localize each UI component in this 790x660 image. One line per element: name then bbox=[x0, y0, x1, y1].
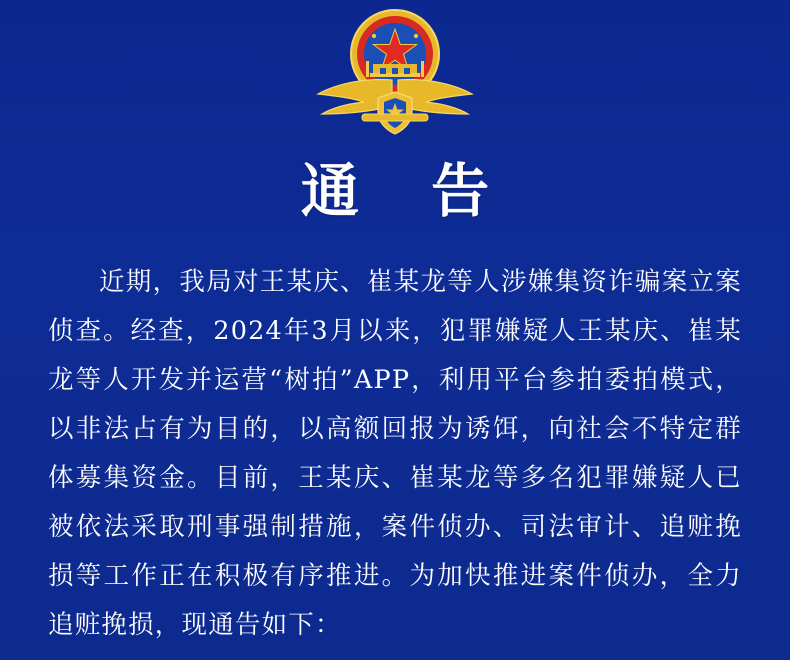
china-police-emblem bbox=[300, 6, 490, 138]
notice-paragraph: 近期，我局对王某庆、崔某龙等人涉嫌集资诈骗案立案侦查。经查，2024年3月以来，犯罪嫌疑人王某庆、崔某龙等人开发并运营“树拍”APP，利用平台参拍委拍模式，以非法占有为目的，以高额回报为诱饵，向社会不特定群体募集资金。目前，王某庆、崔某龙等多名犯罪嫌疑人已被依法采取刑事强制措施，案件侦办、司法审计、追赃挽损等工作正在积极有序推进。为加快推进案件侦办，全力追赃挽损，现通告如下： bbox=[48, 267, 742, 640]
notice-body bbox=[48, 258, 742, 650]
page-title: 通 告 bbox=[300, 157, 516, 225]
emblem-icon bbox=[300, 6, 490, 138]
